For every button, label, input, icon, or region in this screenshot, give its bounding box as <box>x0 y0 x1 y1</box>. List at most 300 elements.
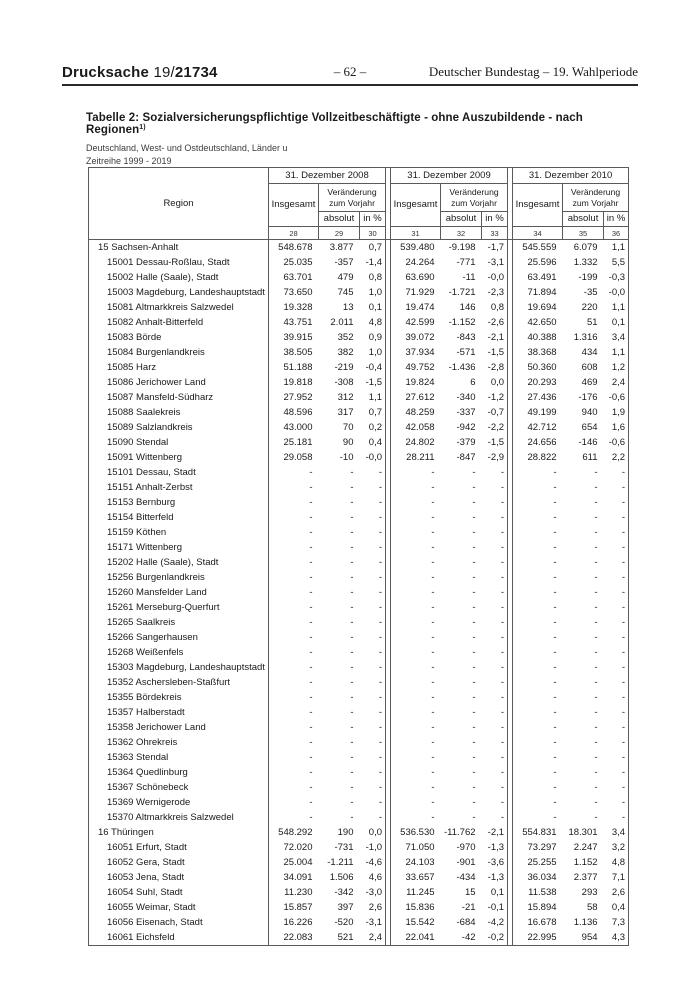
value-cell: 71.929 <box>405 287 435 298</box>
value-cell: 24.802 <box>405 437 435 448</box>
table-row <box>89 345 629 360</box>
value-cell: -1,5 <box>487 347 505 358</box>
region-name: 15090 Stendal <box>89 435 269 450</box>
value-cell: -1,3 <box>487 872 505 883</box>
value-cell: 548.292 <box>278 827 313 838</box>
value-cell: - <box>431 677 435 688</box>
value-cell: 0,8 <box>368 272 383 283</box>
value-cell: 469 <box>581 377 598 388</box>
col-number: 28 <box>269 227 319 240</box>
value-cell: - <box>472 542 476 553</box>
value-cell: - <box>472 617 476 628</box>
value-cell: -2,2 <box>487 422 505 433</box>
value-cell: - <box>309 722 313 733</box>
value-cell: -1,2 <box>487 392 505 403</box>
value-cell: - <box>553 647 557 658</box>
value-cell: 19.824 <box>405 377 435 388</box>
region-name: 16 Thüringen <box>89 825 269 840</box>
value-cell: 545.559 <box>522 242 557 253</box>
value-cell: - <box>431 497 435 508</box>
value-cell: 25.181 <box>283 437 313 448</box>
value-cell: - <box>500 707 505 718</box>
value-cell: - <box>431 557 435 568</box>
value-cell: - <box>378 707 383 718</box>
value-cell: 654 <box>581 422 598 433</box>
value-cell: - <box>500 737 505 748</box>
value-cell: -4,2 <box>487 917 505 928</box>
value-cell: - <box>621 602 626 613</box>
statistics-table <box>88 167 629 946</box>
value-cell: 2.247 <box>573 842 598 853</box>
table-row <box>89 285 629 300</box>
value-cell: 1,0 <box>368 287 383 298</box>
value-cell: 11.538 <box>528 887 557 898</box>
value-cell: -0,3 <box>608 272 626 283</box>
value-cell: -0,6 <box>608 392 626 403</box>
value-cell: - <box>350 497 354 508</box>
table-row <box>89 630 629 645</box>
table-row <box>89 405 629 420</box>
value-cell: -1,5 <box>365 377 383 388</box>
table-row <box>89 900 629 915</box>
value-cell: - <box>553 527 557 538</box>
region-name: 16053 Jena, Stadt <box>89 870 269 885</box>
value-cell: - <box>472 602 476 613</box>
region-name: 15101 Dessau, Stadt <box>89 465 269 480</box>
value-cell: 6.079 <box>573 242 598 253</box>
value-cell: - <box>472 587 476 598</box>
value-cell: - <box>378 482 383 493</box>
value-cell: - <box>350 587 354 598</box>
value-cell: -434 <box>456 872 476 883</box>
value-cell: - <box>350 557 354 568</box>
value-cell: 19.694 <box>527 302 557 313</box>
value-cell: 611 <box>582 452 598 463</box>
value-cell: 18.301 <box>568 827 598 838</box>
value-cell: - <box>621 677 626 688</box>
value-cell: 536.530 <box>400 827 435 838</box>
drucksache-label: Drucksache <box>62 64 150 81</box>
table-title-text: Tabelle 2: Sozialversicherungspflichtige Vollzeitbeschäftigte - ohne Auszubildende - nach Regionen <box>86 112 583 136</box>
table-row <box>89 390 629 405</box>
value-cell: 2.377 <box>573 872 598 883</box>
value-cell: - <box>472 677 476 688</box>
region-name: 16061 Eichsfeld <box>89 930 269 946</box>
region-name: 15001 Dessau-Roßlau, Stadt <box>89 255 269 270</box>
value-cell: 11.245 <box>406 887 435 898</box>
value-cell: -11 <box>462 272 476 283</box>
value-cell: -520 <box>334 917 354 928</box>
value-cell: 33.657 <box>405 872 435 883</box>
value-cell: -1.152 <box>448 317 476 328</box>
table-row <box>89 240 629 256</box>
value-cell: - <box>553 512 557 523</box>
value-cell: - <box>350 527 354 538</box>
value-cell: 0,1 <box>490 887 505 898</box>
region-name: 15151 Anhalt-Zerbst <box>89 480 269 495</box>
value-cell: 4,8 <box>611 857 626 868</box>
value-cell: 0,8 <box>490 302 505 313</box>
value-cell: 24.656 <box>527 437 557 448</box>
value-cell: 28.211 <box>406 452 435 463</box>
region-name: 16055 Weimar, Stadt <box>89 900 269 915</box>
value-cell: -342 <box>334 887 354 898</box>
region-name: 16052 Gera, Stadt <box>89 855 269 870</box>
value-cell: 34.091 <box>283 872 313 883</box>
col-header-insgesamt-2009: Insgesamt <box>391 184 441 227</box>
value-cell: 0,7 <box>368 242 383 253</box>
value-cell: - <box>621 467 626 478</box>
value-cell: 19.474 <box>405 302 435 313</box>
value-cell: 25.004 <box>283 857 313 868</box>
value-cell: - <box>621 707 626 718</box>
value-cell: - <box>500 572 505 583</box>
col-header-insgesamt-2010: Insgesamt <box>513 184 563 227</box>
value-cell: 39.915 <box>283 332 313 343</box>
value-cell: - <box>378 692 383 703</box>
value-cell: - <box>594 752 598 763</box>
value-cell: - <box>500 752 505 763</box>
table-row <box>89 585 629 600</box>
table-row <box>89 510 629 525</box>
value-cell: 352 <box>337 332 354 343</box>
region-name: 15362 Ohrekreis <box>89 735 269 750</box>
value-cell: - <box>309 467 313 478</box>
value-cell: - <box>378 782 383 793</box>
value-cell: - <box>350 662 354 673</box>
table-row <box>89 420 629 435</box>
value-cell: - <box>309 782 313 793</box>
value-cell: 521 <box>337 932 354 943</box>
value-cell: - <box>378 797 383 808</box>
value-cell: - <box>553 722 557 733</box>
table-body <box>89 240 629 946</box>
table-row <box>89 540 629 555</box>
value-cell: - <box>553 752 557 763</box>
value-cell: - <box>350 482 354 493</box>
value-cell: - <box>594 482 598 493</box>
value-cell: 0,4 <box>611 902 626 913</box>
col-header-percent-2010: in % <box>604 212 629 227</box>
value-cell: - <box>309 692 313 703</box>
value-cell: - <box>431 542 435 553</box>
value-cell: 554.831 <box>522 827 557 838</box>
value-cell: - <box>378 632 383 643</box>
value-cell: 4,8 <box>368 317 383 328</box>
col-number: 30 <box>360 227 386 240</box>
value-cell: - <box>500 812 505 823</box>
value-cell: - <box>378 767 383 778</box>
value-cell: - <box>472 812 476 823</box>
value-cell: - <box>472 482 476 493</box>
value-cell: - <box>350 467 354 478</box>
value-cell: - <box>309 677 313 688</box>
value-cell: - <box>472 692 476 703</box>
value-cell: - <box>553 587 557 598</box>
table-row <box>89 750 629 765</box>
col-header-change-2009: Veränderung zum Vorjahr <box>441 184 508 212</box>
value-cell: 15.857 <box>283 902 313 913</box>
value-cell: 11.230 <box>284 887 313 898</box>
table-subtitle: Deutschland, West- und Ostdeutschland, Länder u <box>86 143 288 153</box>
value-cell: - <box>309 632 313 643</box>
region-name: 15002 Halle (Saale), Stadt <box>89 270 269 285</box>
region-name: 15088 Saalekreis <box>89 405 269 420</box>
region-name: 15260 Mansfelder Land <box>89 585 269 600</box>
value-cell: - <box>621 542 626 553</box>
value-cell: - <box>378 722 383 733</box>
value-cell: -731 <box>334 842 354 853</box>
value-cell: -11.762 <box>444 827 476 838</box>
value-cell: - <box>431 467 435 478</box>
value-cell: - <box>350 647 354 658</box>
table-row <box>89 465 629 480</box>
region-name: 15266 Sangerhausen <box>89 630 269 645</box>
table-row <box>89 810 629 825</box>
value-cell: - <box>553 617 557 628</box>
value-cell: 1.316 <box>573 332 598 343</box>
value-cell: 42.058 <box>405 422 435 433</box>
value-cell: 13 <box>342 302 354 313</box>
value-cell: - <box>594 767 598 778</box>
value-cell: - <box>350 632 354 643</box>
region-name: 15261 Merseburg-Querfurt <box>89 600 269 615</box>
value-cell: - <box>431 722 435 733</box>
value-cell: 42.650 <box>527 317 557 328</box>
table-row <box>89 330 629 345</box>
value-cell: - <box>553 812 557 823</box>
value-cell: -219 <box>334 362 354 373</box>
value-cell: - <box>378 542 383 553</box>
footnote-marker: 1) <box>139 124 146 131</box>
col-header-insgesamt-2008: Insgesamt <box>269 184 319 227</box>
value-cell: - <box>500 782 505 793</box>
col-header-absolut-2009: absolut <box>441 212 482 227</box>
value-cell: -357 <box>334 257 354 268</box>
value-cell: -0,7 <box>487 407 505 418</box>
value-cell: - <box>309 557 313 568</box>
value-cell: 37.934 <box>405 347 435 358</box>
col-number: 32 <box>441 227 482 240</box>
value-cell: 7,3 <box>611 917 626 928</box>
value-cell: 58 <box>586 902 598 913</box>
value-cell: - <box>472 497 476 508</box>
table-row <box>89 525 629 540</box>
value-cell: - <box>553 797 557 808</box>
region-name: 15364 Quedlinburg <box>89 765 269 780</box>
value-cell: 42.599 <box>405 317 435 328</box>
value-cell: -10 <box>339 452 354 463</box>
value-cell: -21 <box>461 902 476 913</box>
value-cell: 20.293 <box>527 377 557 388</box>
value-cell: 940 <box>581 407 598 418</box>
value-cell: -176 <box>578 392 598 403</box>
value-cell: - <box>621 482 626 493</box>
region-name: 15085 Harz <box>89 360 269 375</box>
value-cell: 220 <box>581 302 598 313</box>
value-cell: - <box>350 797 354 808</box>
value-cell: -771 <box>456 257 476 268</box>
value-cell: 24.264 <box>405 257 435 268</box>
value-cell: - <box>309 812 313 823</box>
value-cell: - <box>350 512 354 523</box>
value-cell: - <box>594 557 598 568</box>
value-cell: - <box>553 557 557 568</box>
value-cell: - <box>621 572 626 583</box>
value-cell: - <box>309 662 313 673</box>
table-row <box>89 705 629 720</box>
region-name: 16051 Erfurt, Stadt <box>89 840 269 855</box>
value-cell: 42.712 <box>527 422 557 433</box>
value-cell: 2,2 <box>611 452 626 463</box>
region-name: 16054 Suhl, Stadt <box>89 885 269 900</box>
value-cell: - <box>378 647 383 658</box>
value-cell: -1,4 <box>365 257 383 268</box>
value-cell: -2,1 <box>487 827 505 838</box>
value-cell: -843 <box>456 332 476 343</box>
value-cell: -1.436 <box>448 362 476 373</box>
value-cell: - <box>378 512 383 523</box>
region-name: 15367 Schönebeck <box>89 780 269 795</box>
value-cell: - <box>309 587 313 598</box>
value-cell: - <box>553 572 557 583</box>
value-cell: - <box>621 812 626 823</box>
value-cell: 27.952 <box>283 392 313 403</box>
value-cell: - <box>594 632 598 643</box>
value-cell: - <box>431 812 435 823</box>
value-cell: - <box>350 572 354 583</box>
value-cell: - <box>309 617 313 628</box>
value-cell: -1,5 <box>487 437 505 448</box>
parliament-label: Deutscher Bundestag – 19. Wahlperiode <box>428 64 638 79</box>
value-cell: - <box>350 602 354 613</box>
table-row <box>89 765 629 780</box>
col-number: 36 <box>604 227 629 240</box>
region-name: 15091 Wittenberg <box>89 450 269 465</box>
value-cell: - <box>472 767 476 778</box>
table-row <box>89 840 629 855</box>
region-name: 15352 Aschersleben-Staßfurt <box>89 675 269 690</box>
value-cell: - <box>378 587 383 598</box>
value-cell: -3,6 <box>487 857 505 868</box>
value-cell: 548.678 <box>278 242 313 253</box>
value-cell: 49.752 <box>405 362 435 373</box>
value-cell: - <box>350 722 354 733</box>
value-cell: - <box>553 662 557 673</box>
value-cell: - <box>553 782 557 793</box>
title-block <box>86 112 626 166</box>
region-name: 15369 Wernigerode <box>89 795 269 810</box>
table-row <box>89 930 629 946</box>
value-cell: - <box>472 647 476 658</box>
value-cell: 1,1 <box>611 347 626 358</box>
table-row <box>89 915 629 930</box>
value-cell: -847 <box>456 452 476 463</box>
table-timerange: Zeitreihe 1999 - 2019 <box>86 156 172 166</box>
value-cell: 1,0 <box>368 347 383 358</box>
value-cell: - <box>431 482 435 493</box>
value-cell: 71.050 <box>405 842 435 853</box>
value-cell: - <box>553 632 557 643</box>
value-cell: -0,4 <box>365 362 383 373</box>
region-name: 15202 Halle (Saale), Stadt <box>89 555 269 570</box>
value-cell: 24.103 <box>405 857 435 868</box>
value-cell: - <box>594 542 598 553</box>
value-cell: - <box>621 632 626 643</box>
value-cell: 293 <box>581 887 598 898</box>
col-header-change-2010: Veränderung zum Vorjahr <box>563 184 629 212</box>
value-cell: - <box>378 572 383 583</box>
value-cell: - <box>553 602 557 613</box>
value-cell: - <box>350 677 354 688</box>
value-cell: -684 <box>456 917 476 928</box>
col-header-absolut-2008: absolut <box>319 212 360 227</box>
value-cell: -340 <box>456 392 476 403</box>
value-cell: 48.596 <box>283 407 313 418</box>
col-header-percent-2008: in % <box>360 212 386 227</box>
value-cell: - <box>594 707 598 718</box>
value-cell: - <box>378 752 383 763</box>
value-cell: 29.058 <box>283 452 313 463</box>
value-cell: - <box>378 677 383 688</box>
value-cell: 15.836 <box>405 902 435 913</box>
table-row <box>89 570 629 585</box>
value-cell: -3,1 <box>487 257 505 268</box>
value-cell: -1.721 <box>448 287 476 298</box>
value-cell: - <box>431 617 435 628</box>
table-row <box>89 600 629 615</box>
value-cell: 19.818 <box>283 377 313 388</box>
value-cell: 36.034 <box>527 872 557 883</box>
value-cell: - <box>472 527 476 538</box>
col-header-year-2010: 31. Dezember 2010 <box>513 168 629 184</box>
value-cell: - <box>350 752 354 763</box>
table-row <box>89 720 629 735</box>
value-cell: - <box>594 572 598 583</box>
value-cell: 51 <box>586 317 598 328</box>
value-cell: - <box>621 692 626 703</box>
table-row <box>89 870 629 885</box>
value-cell: - <box>621 722 626 733</box>
value-cell: 71.894 <box>527 287 557 298</box>
value-cell: -199 <box>578 272 598 283</box>
region-name: 15357 Halberstadt <box>89 705 269 720</box>
value-cell: - <box>309 752 313 763</box>
value-cell: - <box>431 737 435 748</box>
value-cell: 22.995 <box>527 932 557 943</box>
value-cell: - <box>621 797 626 808</box>
value-cell: 1,1 <box>611 302 626 313</box>
value-cell: 0,0 <box>368 827 383 838</box>
table-row <box>89 255 629 270</box>
value-cell: - <box>500 497 505 508</box>
value-cell: 25.035 <box>283 257 313 268</box>
value-cell: - <box>594 647 598 658</box>
region-name: 15154 Bitterfeld <box>89 510 269 525</box>
region-name: 15268 Weißenfels <box>89 645 269 660</box>
value-cell: - <box>500 587 505 598</box>
col-header-percent-2009: in % <box>482 212 508 227</box>
table-row <box>89 300 629 315</box>
value-cell: 27.436 <box>527 392 557 403</box>
value-cell: - <box>431 527 435 538</box>
region-name: 15159 Köthen <box>89 525 269 540</box>
value-cell: 49.199 <box>527 407 557 418</box>
value-cell: - <box>500 602 505 613</box>
value-cell: 539.480 <box>400 242 435 253</box>
value-cell: 50.360 <box>527 362 557 373</box>
value-cell: - <box>500 542 505 553</box>
